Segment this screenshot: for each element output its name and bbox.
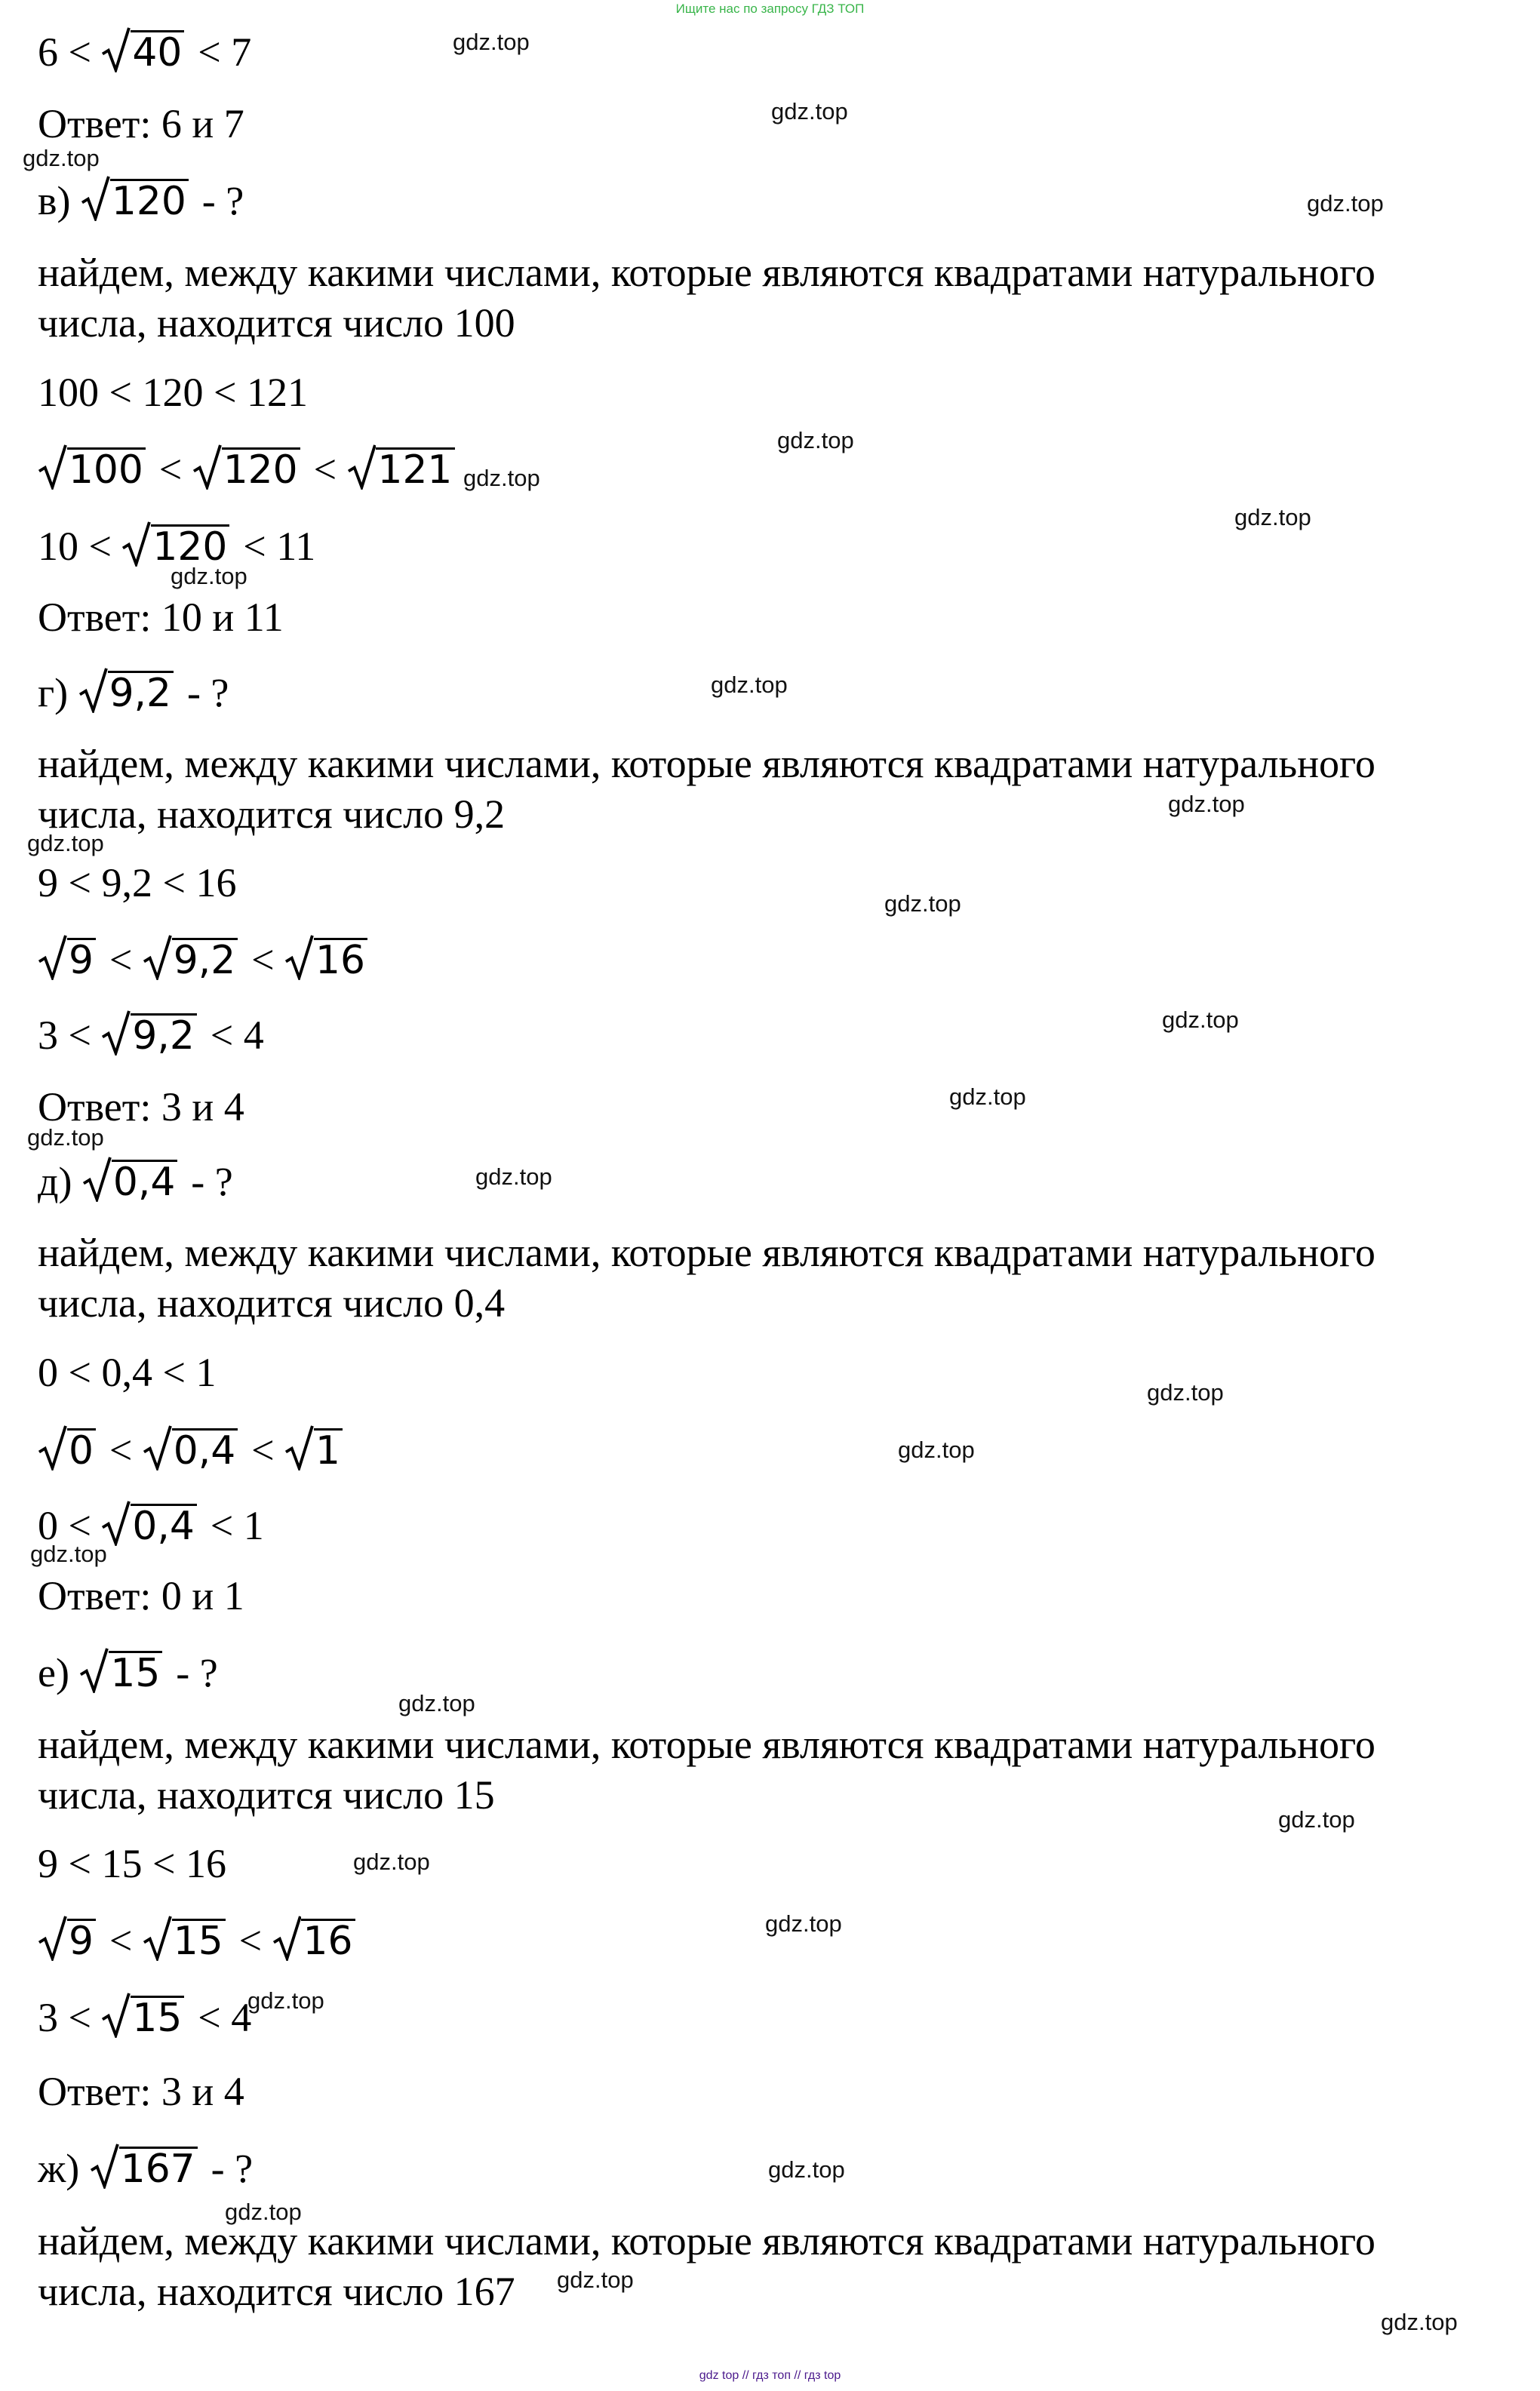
answer-line: Ответ: 3 и 4 — [38, 1084, 244, 1129]
section-title: в) 120 - ? — [38, 177, 244, 225]
radical: 15 — [79, 1649, 162, 1697]
watermark: gdz.top — [557, 2267, 634, 2293]
watermark: gdz.top — [884, 890, 961, 917]
footer-text: gdz top // гдз топ // гдз top — [699, 2369, 841, 2382]
watermark: gdz.top — [27, 830, 104, 856]
explanation-line: найдем, между какими числами, которые являются квадратами натурального — [38, 1230, 1376, 1275]
explanation-line: числа, находится число 100 — [38, 300, 515, 346]
answer-line: Ответ: 3 и 4 — [38, 2069, 244, 2114]
section-title: е) 15 - ? — [38, 1649, 218, 1697]
watermark: gdz.top — [1162, 1006, 1239, 1033]
radical: 1 — [284, 1426, 343, 1474]
watermark: gdz.top — [475, 1163, 552, 1190]
radical: 9 — [38, 1916, 96, 1965]
radical: 0,4 — [82, 1157, 177, 1206]
inequality-line: 9 < 15 < 16 — [38, 1841, 226, 1886]
watermark: gdz.top — [1307, 190, 1384, 217]
watermark: gdz.top — [1234, 504, 1311, 530]
number: 6 — [38, 29, 58, 75]
radical: 16 — [284, 936, 367, 984]
root-inequality-line: 100 < 120 < 121 — [38, 445, 458, 493]
radical: 167 — [90, 2144, 198, 2193]
explanation-line: найдем, между какими числами, которые являются квадратами натурального — [38, 741, 1376, 786]
watermark: gdz.top — [711, 672, 788, 698]
explanation-line: найдем, между какими числами, которые являются квадратами натурального — [38, 2218, 1376, 2263]
watermark: gdz.top — [463, 465, 540, 491]
radical: 120 — [121, 522, 229, 570]
explanation-line: числа, находится число 15 — [38, 1772, 495, 1818]
watermark: gdz.top — [1147, 1379, 1224, 1406]
watermark: gdz.top — [353, 1849, 430, 1875]
watermark: gdz.top — [30, 1541, 107, 1567]
radical: 9,2 — [143, 936, 238, 984]
radical: 15 — [101, 1993, 184, 2042]
radical: 9,2 — [101, 1011, 196, 1059]
explanation-line: найдем, между какими числами, которые являются квадратами натурального — [38, 250, 1376, 295]
root-inequality-line: 0 < 0,4 < 1 — [38, 1426, 346, 1474]
radical: 100 — [38, 445, 146, 493]
root-inequality-line: 9 < 15 < 16 — [38, 1916, 358, 1965]
watermark: gdz.top — [765, 1910, 842, 1937]
watermark: gdz.top — [247, 1987, 324, 2014]
radical: 16 — [272, 1916, 355, 1965]
inequality-line: 100 < 120 < 121 — [38, 370, 308, 415]
watermark: gdz.top — [777, 427, 854, 453]
explanation-line: числа, находится число 9,2 — [38, 791, 506, 837]
result-line: 10 < 120 < 11 — [38, 522, 315, 570]
radical: 15 — [143, 1916, 226, 1965]
explanation-line: числа, находится число 0,4 — [38, 1280, 506, 1326]
watermark: gdz.top — [949, 1083, 1026, 1110]
radical: 121 — [347, 445, 455, 493]
watermark: gdz.top — [27, 1124, 104, 1151]
explanation-line: числа, находится число 167 — [38, 2269, 515, 2314]
radical: 120 — [192, 445, 300, 493]
radical: 40 — [101, 28, 184, 76]
answer-line: Ответ: 0 и 1 — [38, 1573, 244, 1618]
radical: 120 — [81, 177, 189, 225]
watermark: gdz.top — [771, 98, 848, 124]
radical: 9,2 — [78, 668, 174, 717]
inequality-line: 9 < 9,2 < 16 — [38, 860, 237, 905]
watermark: gdz.top — [225, 2199, 302, 2225]
watermark: gdz.top — [1278, 1806, 1355, 1833]
section-title: д) 0,4 - ? — [38, 1157, 233, 1206]
radical: 0,4 — [143, 1426, 238, 1474]
section-title: г) 9,2 - ? — [38, 668, 229, 717]
result-line: 0 < 0,4 < 1 — [38, 1501, 264, 1550]
watermark: gdz.top — [398, 1690, 475, 1716]
watermark: gdz.top — [1168, 791, 1245, 817]
watermark: gdz.top — [453, 29, 530, 55]
section-title: ж) 167 - ? — [38, 2144, 253, 2193]
watermark: gdz.top — [898, 1437, 975, 1463]
result-line: 3 < 15 < 4 — [38, 1993, 251, 2042]
root-inequality-line: 9 < 9,2 < 16 — [38, 936, 370, 984]
inequality-line: 6 < 40 < 7 — [38, 28, 251, 76]
radical: 9 — [38, 936, 96, 984]
inequality-line: 0 < 0,4 < 1 — [38, 1350, 217, 1395]
radical: 0,4 — [101, 1501, 196, 1550]
answer-line: Ответ: 10 и 11 — [38, 595, 284, 640]
watermark: gdz.top — [23, 145, 100, 171]
explanation-line: найдем, между какими числами, которые являются квадратами натурального — [38, 1722, 1376, 1767]
answer-line: Ответ: 6 и 7 — [38, 101, 244, 146]
result-line: 3 < 9,2 < 4 — [38, 1011, 264, 1059]
watermark: gdz.top — [171, 563, 247, 589]
radical: 0 — [38, 1426, 96, 1474]
banner-text: Ищите нас по запросу ГДЗ ТОП — [675, 2, 865, 16]
watermark: gdz.top — [768, 2156, 845, 2183]
watermark: gdz.top — [1381, 2309, 1458, 2335]
